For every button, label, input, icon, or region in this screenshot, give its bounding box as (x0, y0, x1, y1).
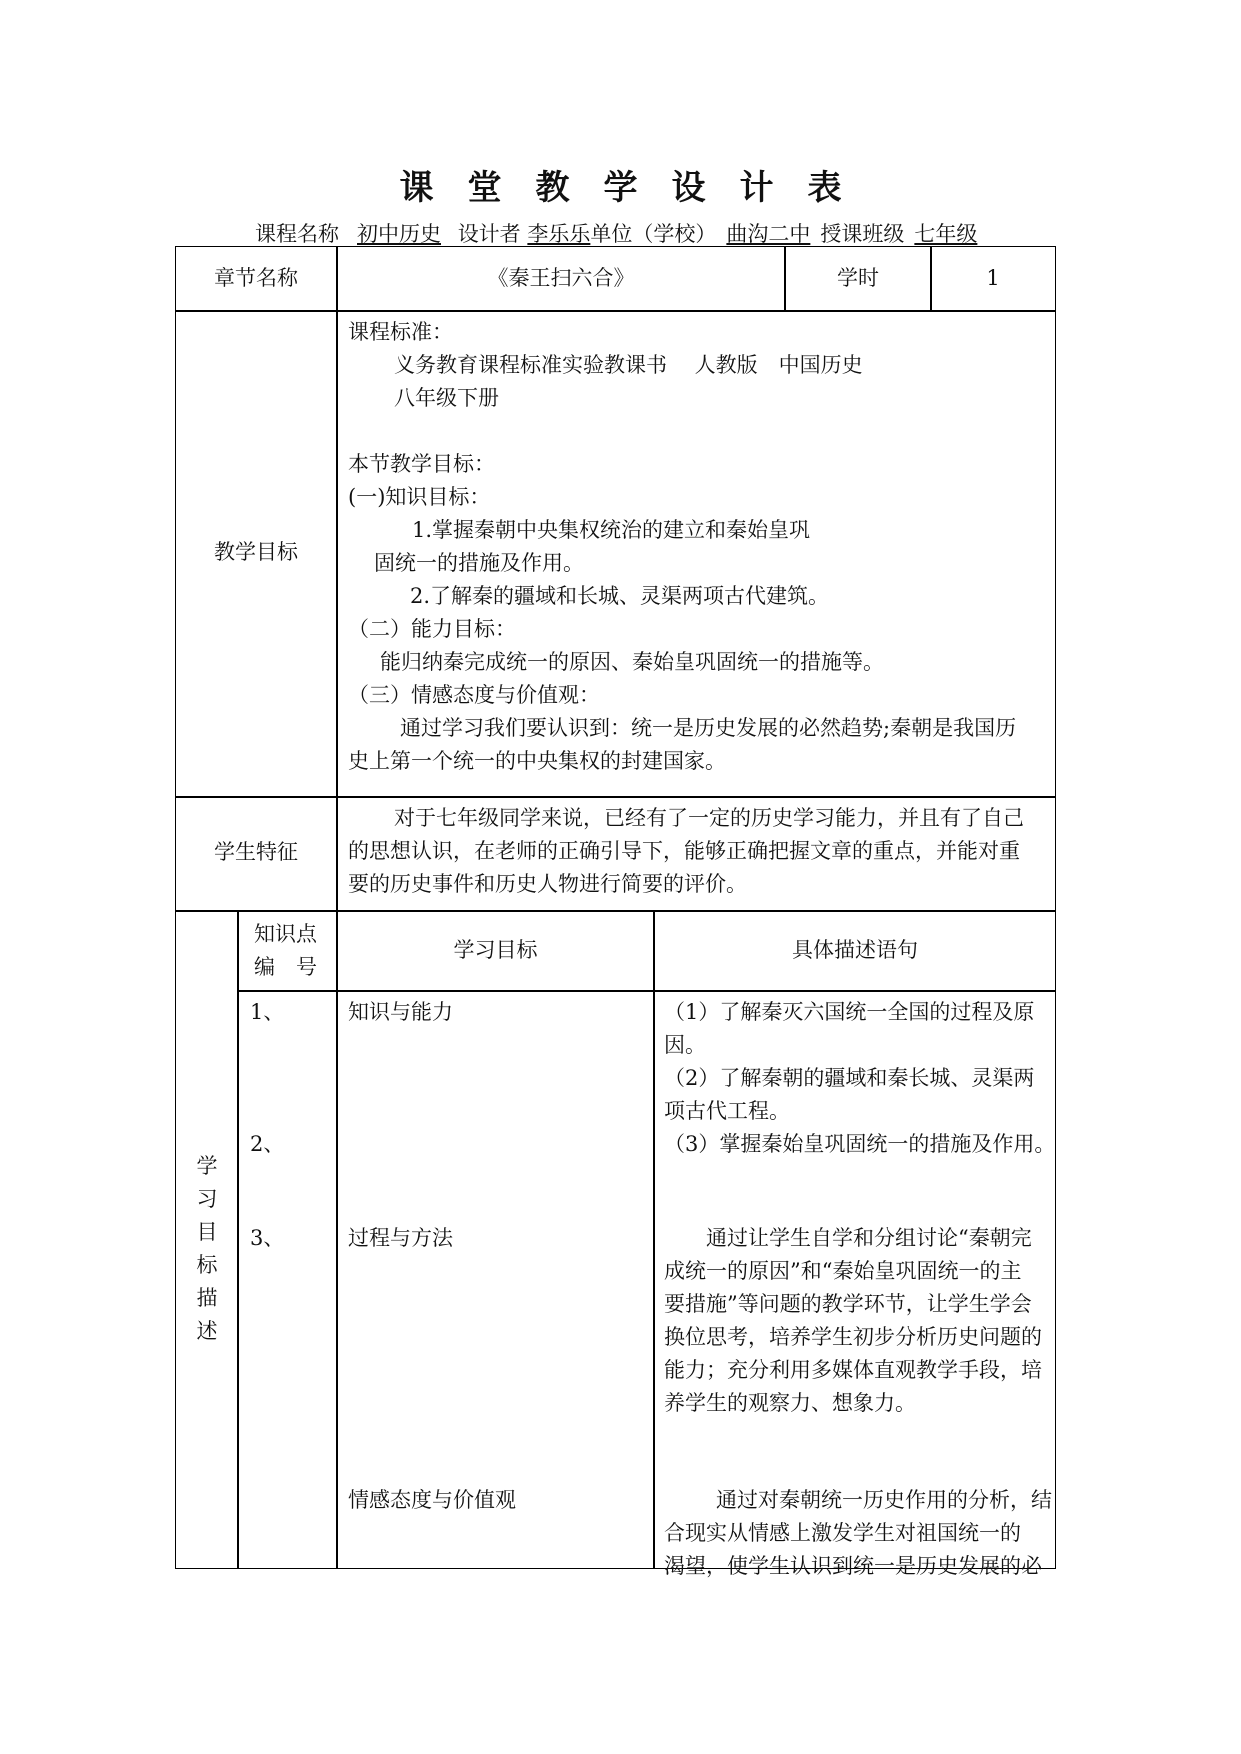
student-line: 要的历史事件和历史人物进行简要的评价。 (348, 872, 747, 896)
student-traits-content (348, 802, 1048, 901)
goal-line: 本节教学目标： (348, 452, 495, 476)
desc-line: 能力；充分利用多媒体直观教学手段，培 (664, 1358, 1042, 1382)
goal-line: 1.掌握秦朝中央集权统治的建立和秦始皇巩 (412, 518, 811, 542)
desc-line: 换位思考，培养学生初步分析历史问题的 (664, 1325, 1042, 1349)
row-divider (175, 910, 1056, 912)
row-divider (175, 796, 1056, 798)
desc-line: 要措施”等问题的教学环节，让学生学会 (664, 1292, 1032, 1316)
side-char: 标 (196, 1253, 218, 1277)
page-title: 课堂教学设计表 (399, 168, 876, 208)
side-char: 目 (196, 1220, 218, 1244)
desc-line: （3）掌握秦始皇巩固统一的措施及作用。 (664, 1132, 1056, 1156)
teaching-goals-label: 教学目标 (214, 540, 298, 564)
class-value: 七年级 (914, 222, 978, 246)
course-label: 课程名称 (255, 222, 339, 246)
col-divider (237, 910, 239, 1569)
school-value: 曲沟二中 (726, 222, 811, 246)
row-divider (175, 310, 1056, 312)
school-label: 单位（学校） (590, 222, 717, 246)
learning-goal-header: 学习目标 (453, 938, 538, 962)
desc-line: 因。 (664, 1033, 706, 1057)
side-char: 述 (196, 1319, 218, 1343)
goal-line: 通过学习我们要认识到：统一是历史发展的必然趋势;秦朝是我国历 (400, 716, 1017, 740)
description-header: 具体描述语句 (792, 938, 918, 962)
side-char: 习 (196, 1187, 218, 1211)
col-divider (653, 910, 655, 1569)
desc-line: 养学生的观察力、想象力。 (664, 1391, 916, 1415)
header-line: 编 号 (254, 955, 317, 979)
knowledge-number: 1、 (250, 1000, 285, 1024)
course-info-line (255, 218, 1013, 248)
student-line: 对于七年级同学来说，已经有了一定的历史学习能力，并且有了自己 (394, 806, 1024, 830)
side-char: 学 (196, 1154, 218, 1178)
teaching-goals-content (348, 316, 1048, 778)
goal-line-blank (348, 415, 1048, 448)
col-divider (336, 246, 338, 1569)
desc-line: （1）了解秦灭六国统一全国的过程及原 (664, 1000, 1035, 1024)
goal-line: 义务教育课程标准实验教课书 人教版 中国历史 (394, 353, 863, 377)
designer-value: 李乐乐 (527, 222, 591, 246)
desc-line: 通过让学生自学和分组讨论“秦朝完 (706, 1226, 1032, 1250)
desc-line: 渴望，使学生认识到统一是历史发展的必 (664, 1554, 1042, 1578)
knowledge-number: 3、 (250, 1226, 285, 1250)
desc-line: 通过对秦朝统一历史作用的分析，结 (716, 1488, 1052, 1512)
hours-value: 1 (986, 266, 1000, 290)
chapter-value: 《秦王扫六合》 (487, 266, 635, 290)
description-2 (664, 1222, 1056, 1420)
goal-line: (一)知识目标： (348, 485, 491, 509)
goal-emotion-values: 情感态度与价值观 (348, 1488, 516, 1512)
student-traits-label: 学生特征 (214, 840, 298, 864)
goal-line: 2.了解秦的疆域和长城、灵渠两项古代建筑。 (410, 584, 830, 608)
hours-label: 学时 (837, 266, 879, 290)
chapter-label: 章节名称 (214, 266, 298, 290)
desc-line: （2）了解秦朝的疆域和秦长城、灵渠两 (664, 1066, 1035, 1090)
goal-line: 课程标准： (348, 320, 453, 344)
desc-line: 项古代工程。 (664, 1099, 790, 1123)
goal-line: 固统一的措施及作用。 (374, 551, 584, 575)
description-3 (664, 1484, 1056, 1583)
desc-line: 成统一的原因”和“秦始皇巩固统一的主 (664, 1259, 1022, 1283)
side-char: 描 (196, 1286, 218, 1310)
goal-knowledge-ability: 知识与能力 (348, 1000, 453, 1024)
goal-line: 史上第一个统一的中央集权的封建国家。 (348, 749, 726, 773)
goal-line: （二）能力目标： (348, 617, 516, 641)
class-label: 授课班级 (820, 222, 905, 246)
course-value: 初中历史 (357, 222, 441, 246)
goal-process-method: 过程与方法 (348, 1226, 453, 1250)
row-divider (237, 990, 1056, 992)
goal-line: 能归纳秦完成统一的原因、秦始皇巩固统一的措施等。 (380, 650, 884, 674)
goal-line: 八年级下册 (394, 386, 499, 410)
description-1 (664, 996, 1056, 1161)
objectives-side-label (192, 1150, 222, 1348)
designer-label: 设计者 (457, 222, 521, 246)
header-line: 知识点 (254, 922, 317, 946)
knowledge-point-header (254, 918, 334, 984)
desc-line: 合现实从情感上激发学生对祖国统一的 (664, 1521, 1021, 1545)
knowledge-number: 2、 (250, 1132, 285, 1156)
student-line: 的思想认识，在老师的正确引导下，能够正确把握文章的重点，并能对重 (348, 839, 1020, 863)
goal-line: （三）情感态度与价值观： (348, 683, 600, 707)
